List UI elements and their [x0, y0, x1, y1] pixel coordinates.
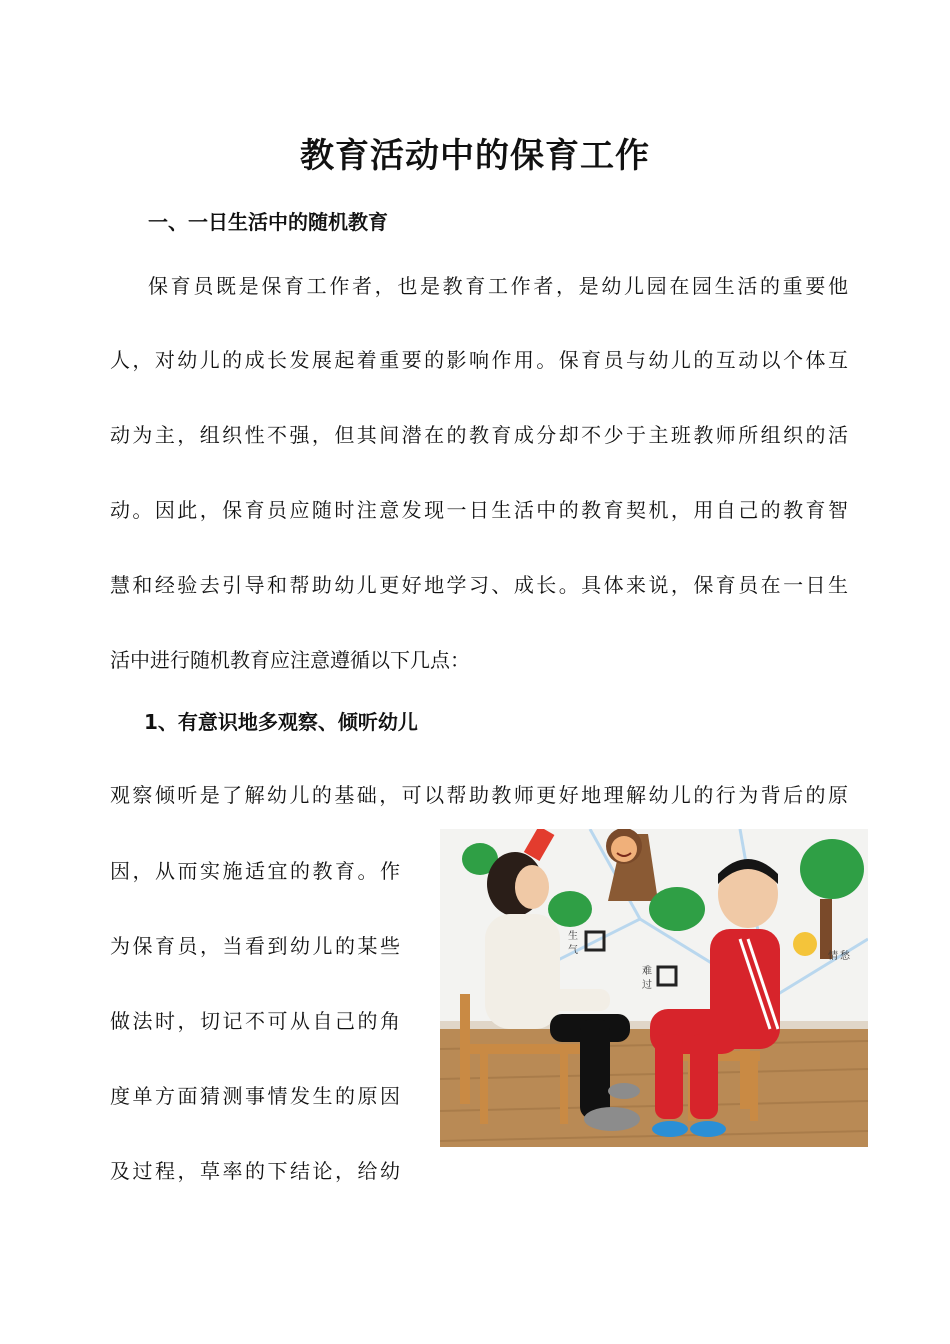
- paragraph-line: 慧和经验去引导和帮助幼儿更好地学习、成长。具体来说，保育员在一日生: [110, 573, 848, 597]
- wall-label: 愁: [840, 951, 850, 962]
- paragraph-line: 观察倾听是了解幼儿的基础，可以帮助教师更好地理解幼儿的行为背后的原: [110, 783, 848, 807]
- paragraph-line: 动。因此，保育员应随时注意发现一日生活中的教育契机，用自己的教育智: [110, 498, 848, 522]
- wall-label: 难: [642, 966, 652, 977]
- paragraph-line: 为保育员，当看到幼儿的某些: [110, 934, 400, 958]
- paragraph-line: 活中进行随机教育应注意遵循以下几点：: [110, 648, 470, 672]
- photo-caregiver-talking-with-child: [440, 829, 868, 1147]
- paragraph-line: 因，从而实施适宜的教育。作: [110, 859, 400, 883]
- wall-label: 情: [828, 951, 838, 962]
- section-heading: 一、一日生活中的随机教育: [148, 210, 388, 234]
- page-title: 教育活动中的保育工作: [300, 136, 650, 176]
- subsection-heading: 1、有意识地多观察、倾听幼儿: [144, 710, 418, 734]
- paragraph-line: 保育员既是保育工作者，也是教育工作者，是幼儿园在园生活的重要他: [148, 274, 848, 298]
- paragraph-line: 人，对幼儿的成长发展起着重要的影响作用。保育员与幼儿的互动以个体互: [110, 348, 848, 372]
- wall-label: 生: [568, 931, 578, 942]
- paragraph-line: 动为主，组织性不强，但其间潜在的教育成分却不少于主班教师所组织的活: [110, 423, 848, 447]
- paragraph-line: 度单方面猜测事情发生的原因: [110, 1084, 400, 1108]
- wall-label: 气: [568, 945, 578, 956]
- paragraph-line: 及过程，草率的下结论，给幼: [110, 1159, 400, 1183]
- paragraph-line: 做法时，切记不可从自己的角: [110, 1009, 400, 1033]
- wall-label: 过: [642, 980, 652, 991]
